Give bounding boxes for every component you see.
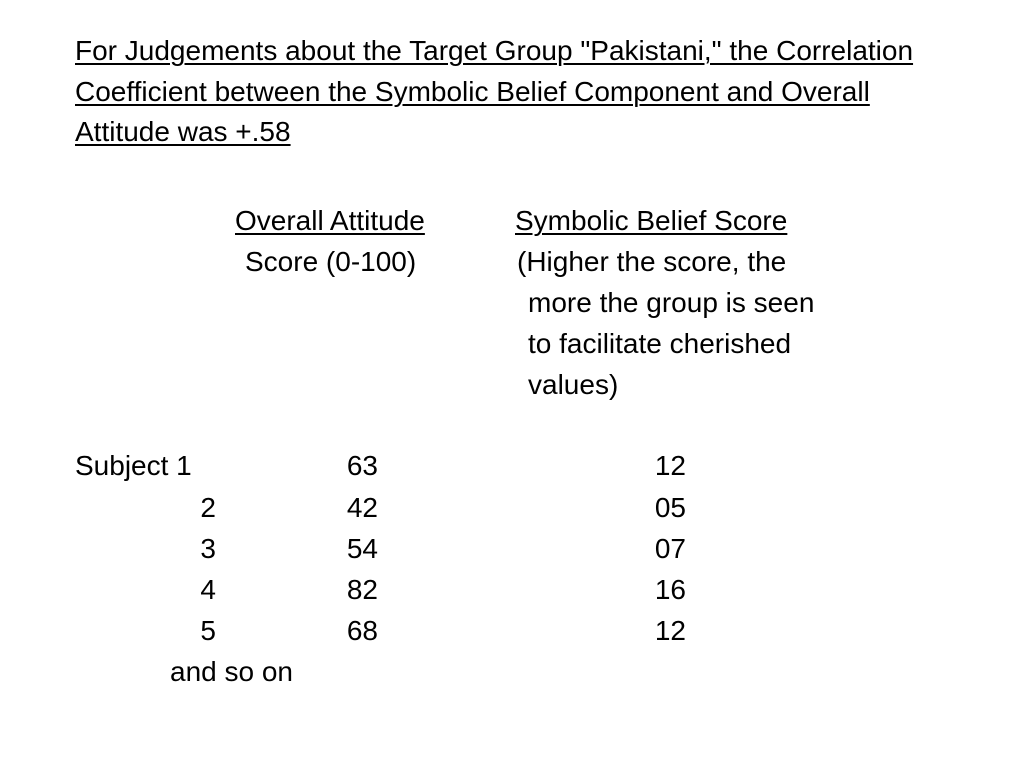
attitude-score: 54 [346, 533, 378, 564]
symbolic-belief-note-line-1: (Higher the score, the [517, 246, 787, 277]
overall-attitude-subheader: Score (0-100) [245, 246, 417, 277]
belief-score: 12 [654, 615, 686, 646]
belief-score: 12 [654, 450, 686, 481]
symbolic-belief-note-line-4: values) [528, 369, 619, 400]
subject-label: 3 [200, 533, 216, 564]
slide-title: For Judgements about the Target Group "Pakistani," the Correlation Coefficient between the Symbolic Belief Component and Overall Attitude was +.58 [75, 35, 914, 147]
subject-label: 4 [200, 574, 216, 605]
belief-score: 05 [654, 492, 686, 523]
subject-label: 5 [200, 615, 216, 646]
belief-score: 07 [654, 533, 686, 564]
continuation-note: and so on [170, 656, 293, 687]
attitude-score: 63 [346, 450, 378, 481]
symbolic-belief-header: Symbolic Belief Score [515, 205, 788, 236]
attitude-score: 42 [346, 492, 378, 523]
subject-label: Subject 1 [75, 450, 192, 481]
symbolic-belief-note-line-3: to facilitate cherished [528, 328, 792, 359]
subject-label: 2 [200, 492, 216, 523]
symbolic-belief-note-line-2: more the group is seen [528, 287, 815, 318]
attitude-score: 68 [346, 615, 378, 646]
overall-attitude-header: Overall Attitude [235, 205, 425, 236]
attitude-score: 82 [346, 574, 378, 605]
belief-score: 16 [654, 574, 686, 605]
